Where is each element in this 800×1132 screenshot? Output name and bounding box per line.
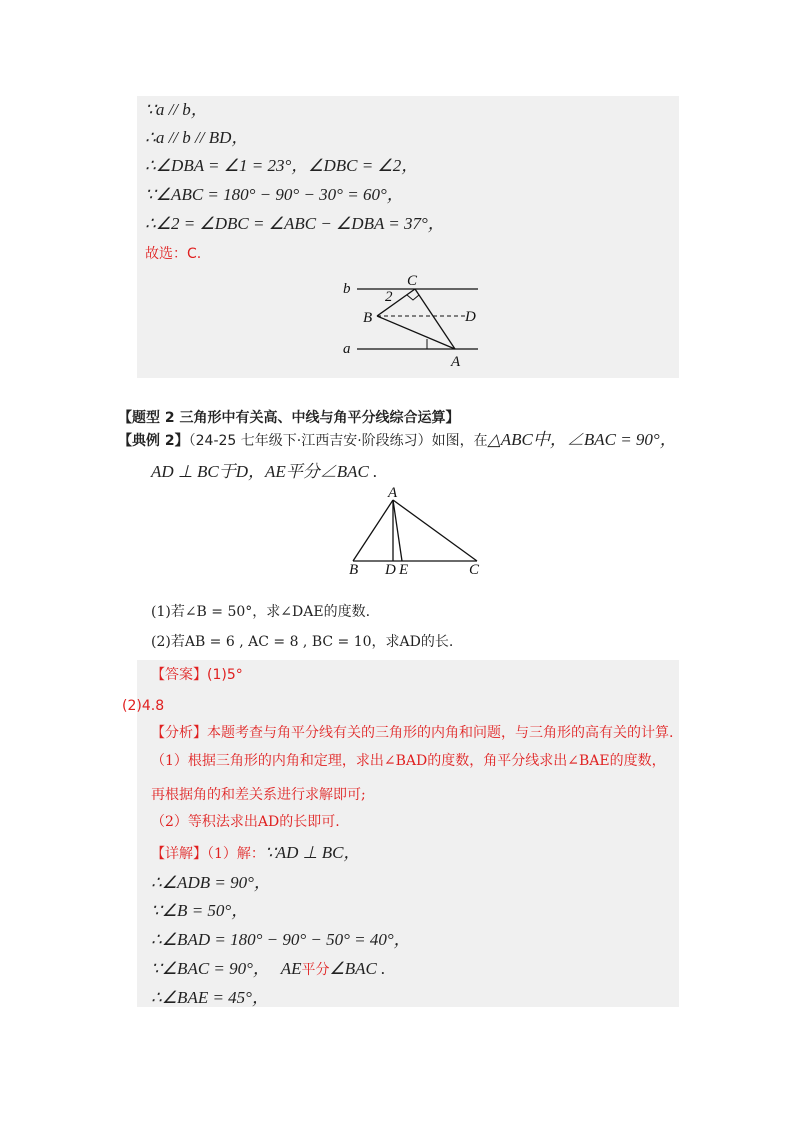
analysis-1b: 再根据角的和差关系进行求解即可; (151, 787, 366, 803)
label-D: D (465, 309, 476, 325)
step-part: ∠BAC . (329, 959, 386, 978)
label-C: C (469, 562, 480, 578)
step-line: ∴∠DBA = ∠1 = 23°，∠DBC = ∠2， (145, 156, 419, 175)
label-E: E (399, 562, 409, 578)
step-line: ∵∠B = 50°， (151, 901, 249, 920)
detail-label: 【详解】（1）解： (151, 846, 265, 862)
parallel-lines-figure (335, 273, 495, 373)
section-title: 【题型 2 三角形中有关高、中线与角平分线综合运算】 (118, 410, 460, 426)
step-line: ∴∠BAD = 180° − 90° − 50° = 40°， (151, 930, 411, 949)
step-part: ∵∠BAC = 90°， (151, 959, 270, 978)
solution-panel-bottom (137, 660, 679, 1007)
answer-2: (2)4.8 (122, 698, 165, 714)
label-B: B (363, 310, 373, 326)
step-line: ∵a // b， (145, 100, 208, 119)
label-A: A (388, 485, 398, 501)
example-condition-2: AD ⊥ BC于D，AE平分∠BAC . (151, 462, 378, 481)
answer-choice: 故选：C. (145, 246, 202, 262)
analysis-1: （1）根据三角形的内角和定理，求出∠BAD的度数，角平分线求出∠BAE的度数， (151, 753, 666, 769)
step-line: ∵∠ABC = 180° − 90° − 30° = 60°， (145, 185, 404, 204)
label-b: b (343, 281, 351, 297)
step-line: ∴a // b // BD， (145, 128, 249, 147)
triangle-figure (345, 485, 505, 580)
answer-line (151, 665, 243, 685)
detail-line (151, 843, 360, 864)
step-line (151, 959, 385, 980)
answer-1: (1)5° (207, 667, 243, 683)
label-D: D (385, 562, 396, 578)
step-part: AE (280, 959, 302, 978)
example-source: （24-25 七年级下·江西吉安·阶段练习）如图，在 (188, 433, 488, 449)
question-1: (1)若∠B = 50°，求∠DAE的度数. (151, 604, 371, 620)
step-line: ∴∠ADB = 90°， (151, 873, 271, 892)
label-a: a (343, 341, 351, 357)
label-B: B (349, 562, 359, 578)
question-2: (2)若AB = 6 , AC = 8 , BC = 10，求AD的长. (151, 634, 454, 650)
example-line (118, 430, 677, 451)
label-A: A (451, 354, 461, 370)
label-2: 2 (385, 289, 393, 305)
example-condition: △ABC中，∠BAC = 90°， (487, 430, 677, 449)
step-line: ∴∠BAE = 45°， (151, 988, 269, 1007)
answer-label: 【答案】 (151, 667, 207, 683)
label-C: C (407, 273, 418, 289)
detail-condition: ∵AD ⊥ BC， (264, 843, 361, 862)
analysis-line: 【分析】本题考查与角平分线有关的三角形的内角和问题，与三角形的高有关的计算. (151, 725, 674, 741)
example-label: 【典例 2】 (118, 433, 189, 449)
step-line: ∴∠2 = ∠DBC = ∠ABC − ∠DBA = 37°， (145, 214, 445, 233)
analysis-2: （2）等积法求出AD的长即可. (151, 814, 340, 830)
step-part: 平分 (301, 962, 330, 978)
